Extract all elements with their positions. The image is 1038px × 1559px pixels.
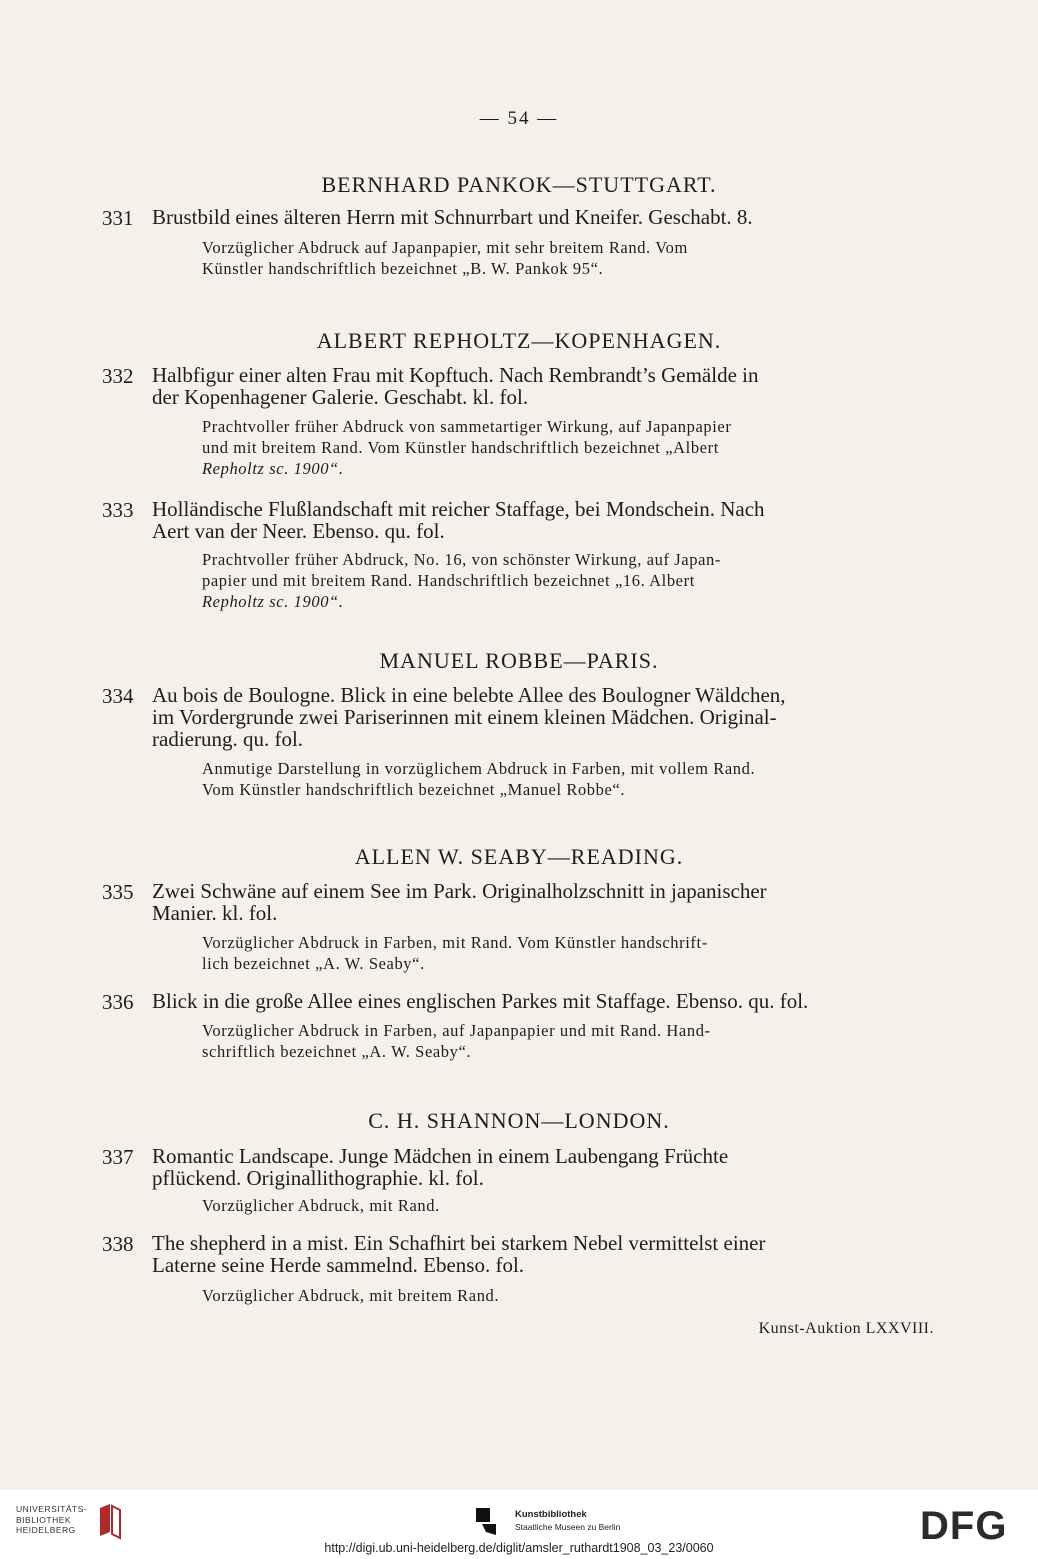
lot-note	[202, 549, 934, 612]
lot-note	[202, 758, 934, 800]
description-line: Au bois de Boulogne. Blick in eine belebte Allee des Boulogner Wäldchen,	[152, 683, 786, 707]
description-line: Halbfigur einer alten Frau mit Kopftuch. Nach Rembrandt’s Gemälde in	[152, 363, 759, 387]
note-line: Vorzüglicher Abdruck in Farben, auf Japanpapier und mit Rand. Hand-	[202, 1021, 711, 1040]
note-line: Vorzüglicher Abdruck in Farben, mit Rand. Vom Künstler handschrift-	[202, 933, 708, 952]
note-line: Vorzüglicher Abdruck auf Japanpapier, mit sehr breitem Rand. Vom	[202, 238, 688, 257]
university-line: UNIVERSITÄTS-	[16, 1504, 88, 1514]
lot-description	[152, 990, 934, 1012]
lot-description	[152, 1145, 934, 1189]
note-line: schriftlich bezeichnet „A. W. Seaby“.	[202, 1042, 472, 1061]
section-heading: ALBERT REPHOLTZ—KOPENHAGEN.	[316, 328, 722, 353]
lot-number: 337	[102, 1145, 134, 1169]
lot-number: 338	[102, 1232, 134, 1256]
description-line: Aert van der Neer. Ebenso. qu. fol.	[152, 519, 445, 543]
kunstbibliothek-title: Kunstbibliothek	[515, 1509, 587, 1520]
lot-number: 336	[102, 990, 134, 1014]
description-line: Manier. kl. fol.	[152, 901, 278, 925]
lot-number: 333	[102, 498, 134, 522]
note-line: Vom Künstler handschriftlich bezeichnet „Manuel Robbe“.	[202, 780, 626, 799]
note-line: Prachtvoller früher Abdruck, No. 16, von schönster Wirkung, auf Japan-	[202, 550, 721, 569]
note-line: Künstler handschriftlich bezeichnet „B. W. Pankok 95“.	[202, 259, 604, 278]
description-line: Blick in die große Allee eines englischen Parkes mit Staffage. Ebenso. qu. fol.	[152, 989, 809, 1013]
lot-description	[152, 684, 934, 750]
university-library-name[interactable]	[16, 1504, 98, 1536]
lot-note	[202, 1195, 934, 1216]
description-line: radierung. qu. fol.	[152, 727, 304, 751]
lot-note	[202, 416, 934, 479]
university-logo-icon[interactable]	[96, 1502, 124, 1540]
museum-name: Staatliche Museen zu Berlin	[515, 1522, 621, 1532]
description-line: der Kopenhagener Galerie. Geschabt. kl. fol.	[152, 385, 529, 409]
university-line: BIBLIOTHEK	[16, 1514, 72, 1525]
lot-note	[202, 1285, 934, 1306]
catalogue-signature: Kunst-Auktion LXXVIII.	[758, 1320, 934, 1337]
note-line: Repholtz sc. 1900“.	[202, 592, 344, 611]
description-line: Zwei Schwäne auf einem See im Park. Originalholzschnitt in japanischer	[152, 879, 767, 903]
lot-description	[152, 364, 934, 408]
section-heading: MANUEL ROBBE—PARIS.	[379, 648, 659, 673]
lot-description	[152, 206, 934, 228]
note-line: und mit breitem Rand. Vom Künstler handschriftlich bezeichnet „Albert	[202, 438, 719, 457]
lot-number: 334	[102, 684, 134, 708]
kunstbibliothek-label[interactable]	[515, 1509, 620, 1532]
note-line: Repholtz sc. 1900“.	[202, 459, 344, 478]
lot-description	[152, 498, 934, 542]
description-line: im Vordergrunde zwei Pariserinnen mit einem kleinen Mädchen. Original-	[152, 705, 777, 729]
description-line: Holländische Flußlandschaft mit reicher Staffage, bei Mondschein. Nach	[152, 497, 765, 521]
note-line: Vorzüglicher Abdruck, mit breitem Rand.	[202, 1286, 500, 1305]
note-line: lich bezeichnet „A. W. Seaby“.	[202, 954, 425, 973]
permalink-url[interactable]: http://digi.ub.uni-heidelberg.de/diglit/amsler_ruthardt1908_03_23/0060	[324, 1541, 714, 1555]
lot-number: 335	[102, 880, 134, 904]
description-line: Romantic Landscape. Junge Mädchen in einem Laubengang Früchte	[152, 1144, 729, 1168]
lot-number: 332	[102, 364, 134, 388]
page-number: — 54 —	[479, 108, 559, 129]
university-line: HEIDELBERG	[16, 1525, 76, 1535]
note-line: Prachtvoller früher Abdruck von sammetartiger Wirkung, auf Japanpapier	[202, 417, 732, 436]
kunstbibliothek-logo-icon[interactable]	[476, 1508, 506, 1536]
lot-note	[202, 237, 934, 279]
lot-description	[152, 1232, 934, 1276]
description-line: The shepherd in a mist. Ein Schafhirt bei starkem Nebel vermittelst einer	[152, 1231, 766, 1255]
dfg-logo[interactable]: DFG	[920, 1504, 1008, 1548]
note-line: Anmutige Darstellung in vorzüglichem Abdruck in Farben, mit vollem Rand.	[202, 759, 756, 778]
lot-description	[152, 880, 934, 924]
description-line: pflückend. Originallithographie. kl. fol.	[152, 1166, 484, 1190]
description-line: Brustbild eines älteren Herrn mit Schnurrbart und Kneifer. Geschabt. 8.	[152, 205, 753, 229]
section-heading: ALLEN W. SEABY—READING.	[354, 844, 684, 869]
section-heading: BERNHARD PANKOK—STUTTGART.	[321, 172, 717, 197]
note-line: papier und mit breitem Rand. Handschriftlich bezeichnet „16. Albert	[202, 571, 695, 590]
lot-note	[202, 932, 934, 974]
section-heading: C. H. SHANNON—LONDON.	[368, 1108, 670, 1133]
note-line: Vorzüglicher Abdruck, mit Rand.	[202, 1196, 440, 1215]
description-line: Laterne seine Herde sammelnd. Ebenso. fol.	[152, 1253, 525, 1277]
lot-number: 331	[102, 206, 134, 230]
lot-note	[202, 1020, 934, 1062]
